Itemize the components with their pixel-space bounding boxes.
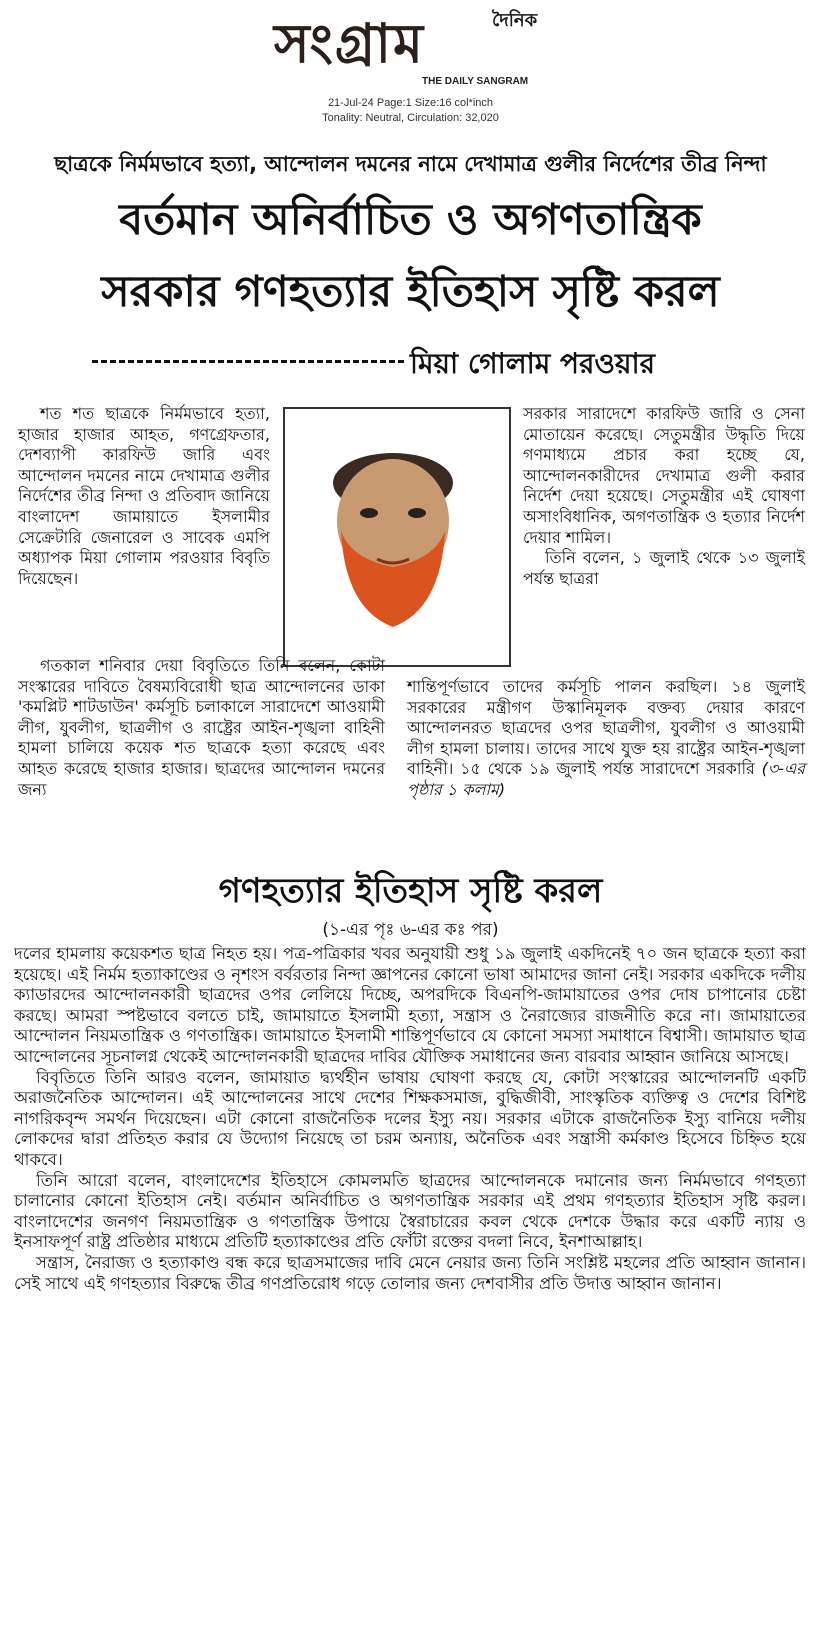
paragraph: শত শত ছাত্রকে নির্মমভাবে হত্যা, হাজার হাজার আহত, গণগ্রেফতার, দেশব্যাপী কারফিউ জারি এবং আন্দোলন দমনের নামে দেখামাত্র গুলীর নির্দেশের তীব্র নিন্দা ও প্রতিবাদ জানিয়ে বাংলাদেশ জামায়াতে ইসলামীর সেক্রেটারি জেনারেল ও সাবেক এমপি অধ্যাপক মিয়া গোলাম পরওয়ার বিবৃতি দিয়েছেন। [18, 404, 270, 588]
paragraph: দলের হামলায় কয়েকশত ছাত্র নিহত হয়। পত্র-পত্রিকার খবর অনুযায়ী শুধু ১৯ জুলাই একদিনেই ৭০ জন ছাত্রকে হত্যা করা হয়েছে। এই নির্মম হত্যাকাণ্ডের ও নৃশংস বর্বরতার নিন্দা জ্ঞাপনের কোনো ভাষা আমাদের জানা নেই। সরকার একদিকে দলীয় ক্যাডারদের আন্দোলনকারী ছাত্রদের ওপর লেলিয়ে দিচ্ছে, অপরদিকে বিএনপি-জামায়াতের ওপর দোষ চাপানোর চেষ্টা করছে। আমরা স্পষ্টভাবে বলতে চাই, জামায়াতে ইসলামী হত্যা, সন্ত্রাস ও নৈরাজ্যের রাজনীতি করে না। জামায়াতের আন্দোলন নিয়মতান্ত্রিক ও গণতান্ত্রিক। জামায়াতে ইসলামী শান্তিপূর্ণভাবে যে কোনো সমস্যা সমাধানে বিশ্বাসী। জামায়াত ছাত্র আন্দোলনের সূচনালগ্ন থেকেই আন্দোলনকারী ছাত্রদের দাবির যৌক্তিক সমাধানের জন্য বারবার আহ্বান জানিয়ে আসছে। [14, 944, 807, 1066]
paragraph: গতকাল শনিবার দেয়া বিবৃতিতে তিনি বলেন, কোটা সংস্কারের দাবিতে বৈষম্যবিরোধী ছাত্র আন্দোলনের ডাকা 'কমপ্লিট শাটডাউন' কর্মসূচি চলাকালে সারাদেশে আওয়ামী লীগ, যুবলীগ, ছাত্রলীগ ও রাষ্ট্রের আইন-শৃঙ্খলা বাহিনী হামলা চালিয়ে কয়েক শত ছাত্রকে হত্যা করেছে এবং আহত করেছে হাজার হাজার। ছাত্রদের আন্দোলন দমনের জন্য [18, 656, 385, 799]
jump-to-label: (৩-এর পৃষ্ঠার ১ কলাম) [407, 759, 805, 799]
paragraph: বিবৃতিতে তিনি আরও বলেন, জামায়াত দ্ব্যর্থহীন ভাষায় ঘোষণা করছে যে, কোটা সংস্কারের আন্দোলনটি একটি অরাজনৈতিক আন্দোলন। এই আন্দোলনের সাথে দেশের শিক্ষকসমাজ, বুদ্ধিজীবী, সাংস্কৃতিক ব্যক্তিত্ব ও দেশের বিশিষ্ট নাগরিকবৃন্দ সমর্থন দিয়েছেন। এটা কোনো রাজনৈতিক দলের ইস্যু নয়। সরকার এটাকে রাজনৈতিক ইস্যু বানিয়ে দলীয় লোকদের দ্বারা প্রতিহত করার যে উদ্যোগ নিয়েছে তা চরম অন্যায়, অনৈতিক এবং সন্ত্রাসী কর্মকাণ্ড হিসেবে চিহ্নিত হয়ে থাকবে। [14, 1067, 806, 1169]
byline-dashes [92, 360, 404, 363]
paragraph-text: শান্তিপূর্ণভাবে তাদের কর্মসূচি পালন করছিল। ১৪ জুলাই সরকারের মন্ত্রীগণ উস্কানিমূলক বক্তব্য দেয়ার কারণে আন্দোলনরত ছাত্রদের ওপর ছাত্রলীগ, যুবলীগ ও আওয়ামী লীগ হামলা চালায়। তাদের সাথে যুক্ত হয় রাষ্ট্রের আইন-শৃঙ্খলা বাহিনী। ১৫ থেকে ১৯ জুলাই পর্যন্ত সারাদেশে সরকারি [407, 677, 805, 779]
headline-line-1: বর্তমান অনির্বাচিত ও অগণতান্ত্রিক [119, 195, 702, 245]
paragraph [407, 677, 805, 801]
paragraph: তিনি আরো বলেন, বাংলাদেশের ইতিহাসে কোমলমতি ছাত্রদের আন্দোলনকে দমানোর জন্য নির্মমভাবে গণহত্যা চালানোর কোনো ইতিহাস নেই। বর্তমান অনির্বাচিত ও অগণতান্ত্রিক সরকার এই প্রথম গণহত্যার ইতিহাস সৃষ্টি করল। বাংলাদেশের জনগণ নিয়মতান্ত্রিক ও গণতান্ত্রিক উপায়ে স্বৈরাচারের কবল থেকে দেশকে উদ্ধার করে একটি ন্যায় ও ইনসাফপূর্ণ রাষ্ট্র প্রতিষ্ঠার মাধ্যমে প্রতিটি হত্যাকাণ্ডের প্রতি ফোঁটা রক্তের বদলা নিবে, ইনশাআল্লাহ। [14, 1170, 806, 1252]
column-right-bottom [407, 677, 805, 801]
continuation-headline: গণহত্যার ইতিহাস সৃষ্টি করল [218, 871, 603, 911]
logo-dainik: দৈনিক [492, 10, 538, 31]
portrait-photo [283, 407, 511, 667]
continuation-body [14, 944, 806, 1294]
paragraph: সরকার সারাদেশে কারফিউ জারি ও সেনা মোতায়েন করেছে। সেতুমন্ত্রীর উদ্ধৃতি দিয়ে গণমাধ্যমে প্রচার করা হচ্ছে যে, আন্দোলনকারীদের দেখামাত্র গুলী করার নির্দেশ দেয়া হয়েছে। সেতুমন্ত্রীর এই ঘোষণা অসাংবিধানিক, অগণতান্ত্রিক ও হত্যার নির্দেশ দেয়ার শামিল। [523, 404, 805, 547]
paragraph: সন্ত্রাস, নৈরাজ্য ও হত্যাকাণ্ড বন্ধ করে ছাত্রসমাজের দাবি মেনে নেয়ার জন্য তিনি সংশ্লিষ্ট মহলের প্রতি আহ্বান জানান। সেই সাথে এই গণহত্যার বিরুদ্ধে তীব্র গণপ্রতিরোধ গড়ে তোলার জন্য দেশবাসীর প্রতি উদাত্ত আহ্বান জানান। [14, 1252, 806, 1293]
jump-from-label: (১-এর পৃঃ ৬-এর কঃ পর) [322, 920, 499, 940]
column-left-bottom [18, 656, 385, 800]
clipping-meta-date: 21-Jul-24 Page:1 Size:16 col*inch [327, 97, 494, 109]
column-right-top [523, 404, 805, 589]
clipping-meta-tonality: Tonality: Neutral, Circulation: 32,020 [322, 112, 499, 124]
logo-english: THE DAILY SANGRAM [422, 76, 529, 87]
byline: মিয়া গোলাম পরওয়ার [410, 347, 656, 380]
column-left-top [18, 404, 270, 589]
logo-sangram: সংগ্রাম [274, 12, 426, 75]
headline-line-2: সরকার গণহত্যার ইতিহাস সৃষ্টি করল [101, 267, 720, 317]
portrait-image [285, 409, 509, 665]
byline-row [92, 342, 732, 380]
paragraph: তিনি বলেন, ১ জুলাই থেকে ১৩ জুলাই পর্যন্ত ছাত্ররা [523, 548, 805, 588]
article-kicker: ছাত্রকে নির্মমভাবে হত্যা, আন্দোলন দমনের নামে দেখামাত্র গুলীর নির্দেশের তীব্র নিন্দা [54, 152, 767, 176]
